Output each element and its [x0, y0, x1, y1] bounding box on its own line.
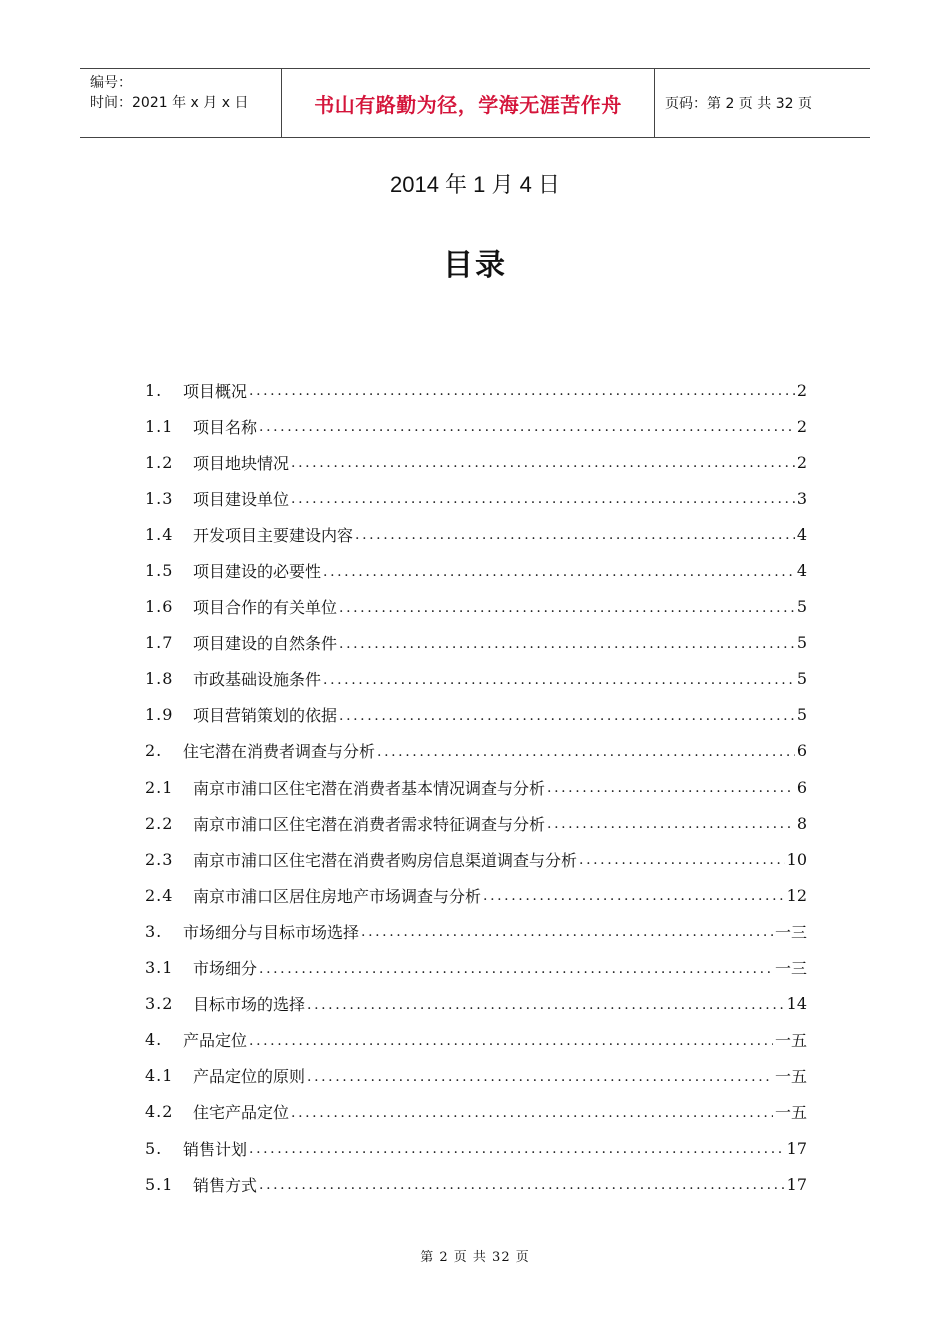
toc-entry-number: 3.2 — [145, 994, 174, 1014]
toc-entry-title: 项目名称 — [193, 417, 258, 437]
toc-entry[interactable] — [145, 950, 807, 986]
toc-entry-page: 5 — [796, 705, 807, 725]
toc-entry-number: 1.2 — [145, 452, 174, 472]
toc-entry-page: 3 — [796, 488, 807, 508]
toc-entry-number: 1.3 — [145, 488, 174, 508]
page-title: 目录 — [443, 248, 507, 283]
document-number-label: 编号： — [90, 75, 132, 91]
toc-entry-page: 5 — [796, 633, 807, 653]
toc-entry-title: 南京市浦口区住宅潜在消费者基本情况调查与分析 — [193, 778, 546, 798]
toc-entry-title: 项目建设单位 — [193, 489, 290, 509]
toc-dot-leader — [291, 491, 795, 507]
toc-entry-number: 2.4 — [145, 885, 174, 905]
toc-entry[interactable] — [145, 480, 807, 516]
document-header — [80, 68, 870, 138]
toc-dot-leader — [291, 1105, 773, 1121]
toc-dot-leader — [291, 455, 795, 471]
toc-entry-title: 项目地块情况 — [193, 453, 290, 473]
toc-entry-title: 项目建设的自然条件 — [193, 634, 338, 654]
toc-entry-title: 住宅潜在消费者调查与分析 — [183, 742, 376, 762]
toc-entry[interactable] — [145, 1094, 807, 1130]
toc-entry-page: 2 — [796, 380, 807, 400]
toc-entry-title: 市场细分 — [193, 959, 258, 979]
toc-entry-page: 一五 — [774, 1067, 807, 1087]
page-footer: 第 2 页 共 32 页 — [420, 1250, 530, 1265]
toc-entry-page: 2 — [796, 416, 807, 436]
toc-entry-page: 4 — [796, 524, 807, 544]
toc-entry[interactable] — [145, 841, 807, 877]
toc-entry-page: 5 — [796, 669, 807, 689]
toc-entry-title: 南京市浦口区住宅潜在消费者需求特征调查与分析 — [193, 814, 546, 834]
table-of-contents — [145, 372, 807, 1202]
toc-entry-number: 4. — [145, 1030, 163, 1050]
toc-entry-page: 17 — [786, 1138, 807, 1158]
toc-entry-number: 1.1 — [145, 416, 174, 436]
toc-dot-leader — [249, 1033, 773, 1049]
toc-entry-number: 2. — [145, 741, 163, 761]
toc-entry-title: 项目概况 — [183, 381, 248, 401]
toc-entry-number: 1.5 — [145, 561, 174, 581]
toc-entry[interactable] — [145, 552, 807, 588]
toc-entry[interactable] — [145, 625, 807, 661]
toc-entry[interactable] — [145, 733, 807, 769]
toc-entry-title: 项目合作的有关单位 — [193, 598, 338, 618]
toc-dot-leader — [259, 1177, 785, 1193]
toc-dot-leader — [377, 744, 795, 760]
toc-entry[interactable] — [145, 444, 807, 480]
toc-dot-leader — [339, 708, 795, 724]
toc-entry-number: 1.8 — [145, 669, 174, 689]
toc-entry-number: 3.1 — [145, 958, 174, 978]
toc-entry-title: 产品定位的原则 — [193, 1067, 306, 1087]
toc-entry-page: 一五 — [774, 1103, 807, 1123]
header-page-info: 页码：第 2 页 共 32 页 — [665, 96, 812, 112]
toc-dot-leader — [259, 961, 773, 977]
toc-entry-number: 1.6 — [145, 597, 174, 617]
toc-entry[interactable] — [145, 805, 807, 841]
toc-entry-page: 6 — [796, 741, 807, 761]
toc-dot-leader — [307, 997, 785, 1013]
toc-entry-number: 5.1 — [145, 1174, 174, 1194]
toc-entry-page: 17 — [786, 1174, 807, 1194]
toc-entry-page: 5 — [796, 597, 807, 617]
toc-entry[interactable] — [145, 408, 807, 444]
toc-entry-number: 2.1 — [145, 777, 174, 797]
toc-entry-page: 10 — [786, 849, 807, 869]
toc-entry[interactable] — [145, 877, 807, 913]
toc-entry-title: 目标市场的选择 — [193, 995, 306, 1015]
toc-entry-number: 1. — [145, 380, 163, 400]
toc-entry-title: 南京市浦口区居住房地产市场调查与分析 — [193, 886, 482, 906]
toc-entry-title: 开发项目主要建设内容 — [193, 525, 354, 545]
toc-entry-title: 项目建设的必要性 — [193, 562, 322, 582]
toc-entry-page: 一三 — [774, 959, 807, 979]
toc-entry-number: 1.9 — [145, 705, 174, 725]
toc-entry[interactable] — [145, 769, 807, 805]
toc-entry-number: 4.1 — [145, 1066, 174, 1086]
toc-dot-leader — [483, 888, 785, 904]
toc-dot-leader — [339, 600, 795, 616]
toc-entry-page: 2 — [796, 452, 807, 472]
toc-entry-page: 4 — [796, 561, 807, 581]
toc-dot-leader — [259, 419, 795, 435]
toc-entry-title: 南京市浦口区住宅潜在消费者购房信息渠道调查与分析 — [193, 850, 578, 870]
toc-entry-number: 2.3 — [145, 849, 174, 869]
toc-dot-leader — [361, 924, 773, 940]
toc-entry-title: 产品定位 — [183, 1031, 248, 1051]
toc-entry[interactable] — [145, 1130, 807, 1166]
toc-entry-number: 4.2 — [145, 1102, 174, 1122]
toc-entry-number: 5. — [145, 1138, 163, 1158]
toc-entry-page: 12 — [786, 885, 807, 905]
toc-dot-leader — [323, 672, 795, 688]
toc-dot-leader — [547, 816, 795, 832]
toc-entry-number: 3. — [145, 921, 163, 941]
toc-dot-leader — [339, 636, 795, 652]
toc-entry[interactable] — [145, 1022, 807, 1058]
toc-entry[interactable] — [145, 986, 807, 1022]
toc-dot-leader — [355, 527, 795, 543]
toc-dot-leader — [579, 852, 785, 868]
toc-entry[interactable] — [145, 697, 807, 733]
toc-entry-title: 销售计划 — [183, 1139, 248, 1159]
toc-dot-leader — [249, 1141, 785, 1157]
toc-entry[interactable] — [145, 1058, 807, 1094]
toc-entry-page: 8 — [796, 813, 807, 833]
toc-entry[interactable] — [145, 516, 807, 552]
toc-entry-title: 销售方式 — [193, 1175, 258, 1195]
toc-entry-title: 项目营销策划的依据 — [193, 706, 338, 726]
toc-entry-page: 一三 — [774, 922, 807, 942]
toc-dot-leader — [249, 383, 795, 399]
toc-dot-leader — [307, 1069, 773, 1085]
header-motto: 书山有路勤为径，学海无涯苦作舟 — [282, 69, 655, 137]
toc-entry-title: 市场细分与目标市场选择 — [183, 922, 360, 942]
toc-entry[interactable] — [145, 661, 807, 697]
toc-entry[interactable] — [145, 372, 807, 408]
toc-entry-number: 1.4 — [145, 524, 174, 544]
toc-entry[interactable] — [145, 1166, 807, 1202]
toc-entry-number: 2.2 — [145, 813, 174, 833]
toc-dot-leader — [323, 564, 795, 580]
header-meta-cell — [80, 69, 282, 137]
toc-dot-leader — [547, 780, 795, 796]
toc-entry-number: 1.7 — [145, 633, 174, 653]
toc-entry-page: 6 — [796, 777, 807, 797]
toc-entry[interactable] — [145, 589, 807, 625]
document-date: 2014 年 1 月 4 日 — [390, 172, 560, 197]
toc-entry-title: 市政基础设施条件 — [193, 670, 322, 690]
toc-entry-page: 14 — [786, 994, 807, 1014]
toc-entry-page: 一五 — [774, 1031, 807, 1051]
toc-entry[interactable] — [145, 913, 807, 949]
document-time-label: 时间：2021 年 x 月 x 日 — [90, 95, 249, 111]
toc-entry-title: 住宅产品定位 — [193, 1103, 290, 1123]
